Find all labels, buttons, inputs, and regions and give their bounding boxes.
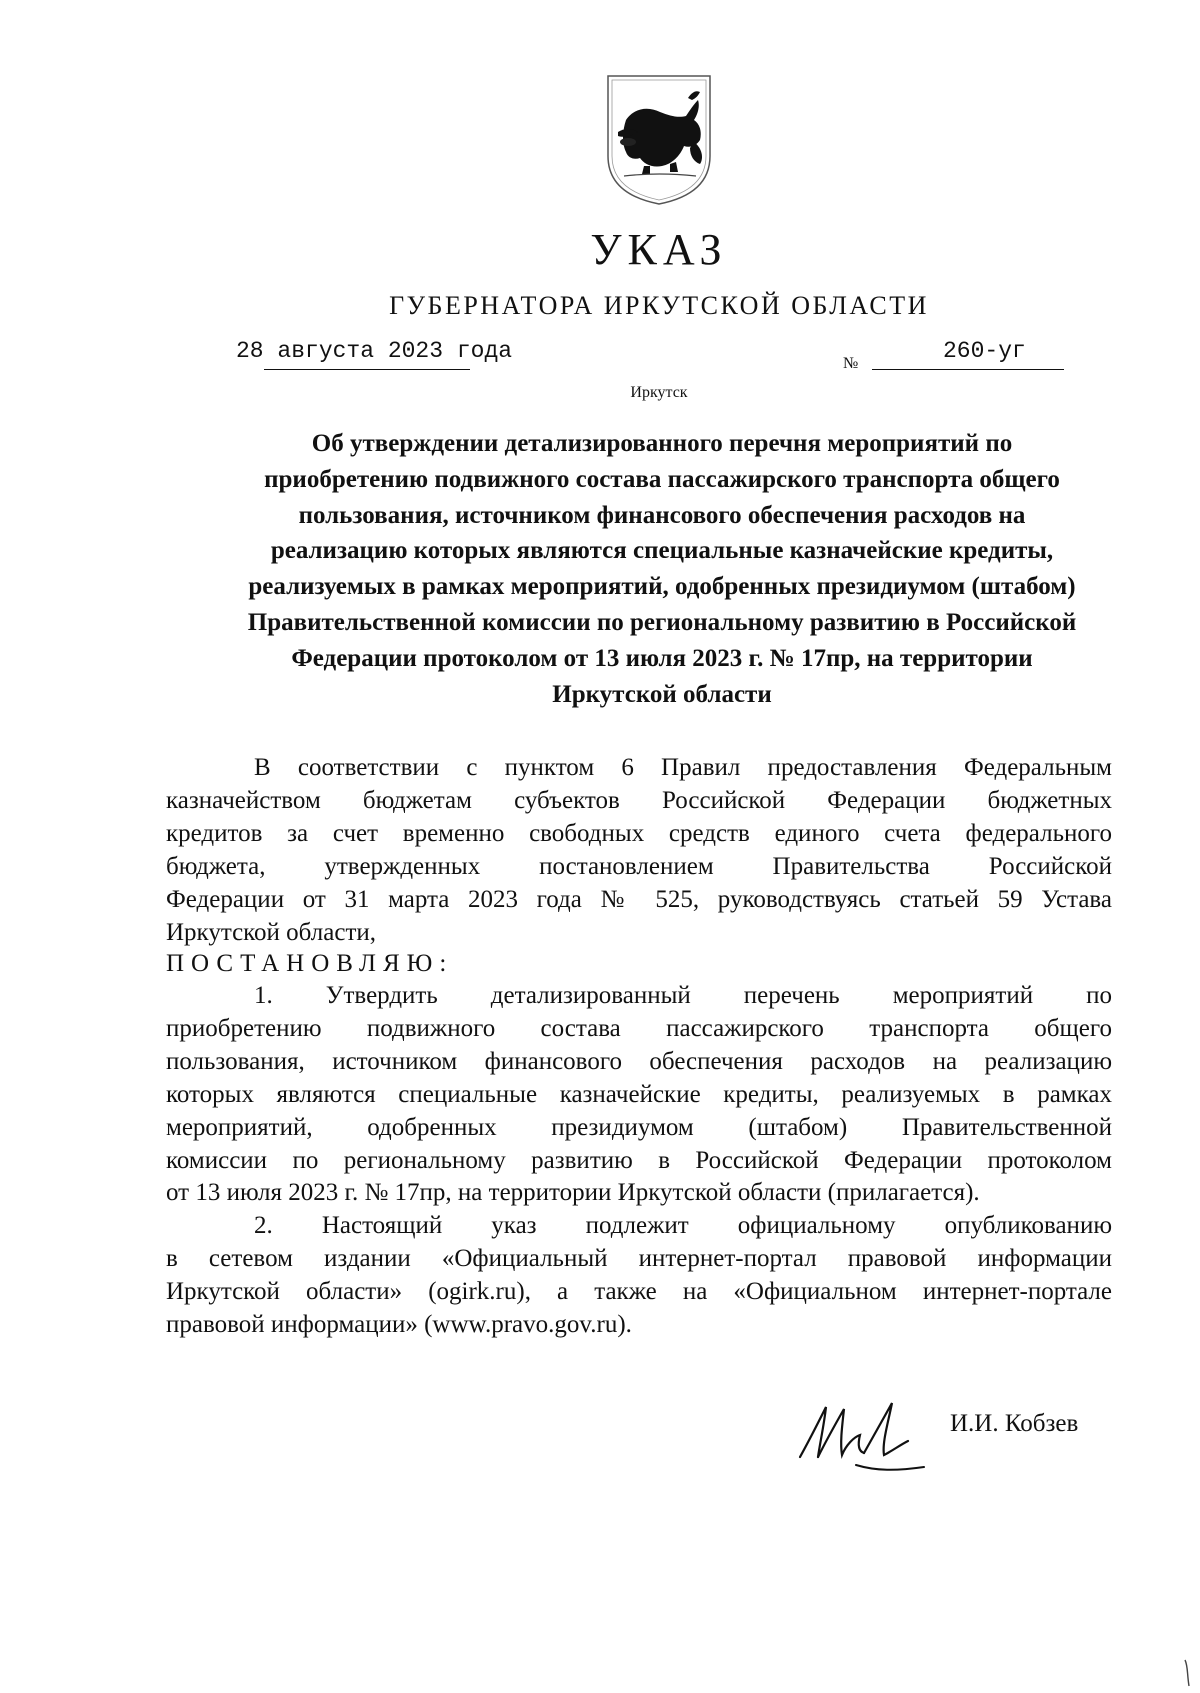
title-line: пользования, источником финансового обеспечения расходов на <box>298 501 1026 529</box>
text-line: пользования, источником финансового обеспечения расходов на реализацию <box>166 1047 1112 1075</box>
text-line: Федерации от 31 марта 2023 года № 525, руководствуясь статьей 59 Устава <box>166 885 1112 913</box>
text-line: 1. Утвердить детализированный перечень мероприятий по <box>254 982 1112 1009</box>
text-line: в сетевом издании «Официальный интернет-портал правовой информации <box>166 1245 1112 1273</box>
coat-of-arms-icon <box>604 72 714 208</box>
title-line: приобретению подвижного состава пассажирского транспорта общего <box>264 465 1060 493</box>
text-line: комиссии по региональному развитию в Российской Федерации протоколом <box>166 1146 1112 1174</box>
preamble-paragraph <box>166 752 1112 949</box>
number-sign: № <box>843 355 859 372</box>
resolve-word: ПОСТАНОВЛЯЮ: <box>166 950 454 977</box>
issuing-city: Иркутск <box>630 384 688 401</box>
text-line: Иркутской области, <box>166 918 376 946</box>
title-line: Иркутской области <box>552 680 772 708</box>
document-date: 28 августа 2023 года <box>236 338 513 364</box>
text-line: мероприятий, одобренных президиумом (штабом) Правительственной <box>166 1113 1112 1141</box>
title-line: реализуемых в рамках мероприятий, одобренных президиумом (штабом) <box>248 573 1076 601</box>
handwritten-signature <box>796 1395 926 1477</box>
title-line: Об утверждении детализированного перечня мероприятий по <box>311 430 1013 457</box>
title-line: Правительственной комиссии по региональному развитию в Российской <box>247 608 1077 636</box>
document-type: УКАЗ <box>590 225 728 274</box>
date-underline <box>264 369 470 370</box>
title-line: реализацию которых являются специальные казначейские кредиты, <box>270 537 1054 565</box>
text-line: В соответствии с пунктом 6 Правил предоставления Федеральным <box>254 754 1112 781</box>
text-line: которых являются специальные казначейские кредиты, реализуемых в рамках <box>166 1080 1112 1108</box>
text-line: Иркутской области» (ogirk.ru), а также на «Официальном интернет-портале <box>166 1278 1112 1306</box>
page-corner-mark <box>1182 1658 1194 1688</box>
text-line: 2. Настоящий указ подлежит официальному опубликованию <box>254 1212 1112 1240</box>
text-line: казначейством бюджетам субъектов Российской Федерации бюджетных <box>166 786 1112 814</box>
document-number: 260-уг <box>943 338 1026 364</box>
signer-name: И.И. Кобзев <box>950 1410 1079 1437</box>
text-line: кредитов за счет временно свободных средств единого счета федерального <box>166 819 1112 847</box>
text-line: бюджета, утвержденных постановлением Правительства Российской <box>166 852 1112 880</box>
title-line: Федерации протоколом от 13 июля 2023 г. № 17пр, на территории <box>291 644 1033 672</box>
number-underline <box>872 369 1064 370</box>
document-title <box>150 426 1174 712</box>
text-line: от 13 июля 2023 г. № 17пр, на территории Иркутской области (прилагается). <box>166 1179 980 1207</box>
resolution-items <box>166 980 1112 1342</box>
text-line: правовой информации» (www.pravo.gov.ru). <box>166 1311 632 1339</box>
issuing-authority: ГУБЕРНАТОРА ИРКУТСКОЙ ОБЛАСТИ <box>389 291 929 320</box>
text-line: приобретению подвижного состава пассажирского транспорта общего <box>166 1014 1112 1042</box>
